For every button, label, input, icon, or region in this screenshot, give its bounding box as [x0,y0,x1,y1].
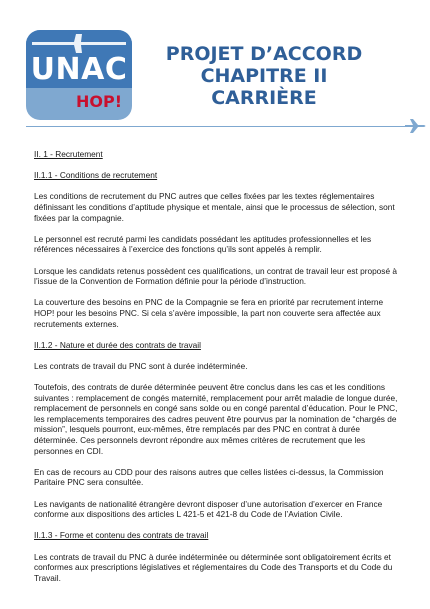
subsection-heading: II.1.2 - Nature et durée des contrats de travail [34,339,201,350]
paragraph: En cas de recours au CDD pour des raisons autres que celles listées ci-dessus, la Commission Paritaire PNC sera consultée. [34,466,384,488]
title-line-2: CHAPITRE II [200,65,328,87]
airplane-icon [405,118,427,134]
paragraph: Lorsque les candidats retenus possèdent ces qualifications, un contrat de travail leur est proposé à l’issue de la Convention de Formation définie pour la période d’instruction. [34,265,397,287]
header-divider [26,126,406,127]
subsection-heading: II.1.3 - Forme et contenu des contrats de travail [34,530,209,541]
title-line-3: CARRIÈRE [211,87,317,109]
logo-hop-text: HOP! [75,92,122,111]
paragraph: Les contrats de travail du PNC à durée indéterminée ou déterminée sont obligatoirement écrits et conformes aux prescriptions législatives et réglementaires du Code des Transports et du Code du Travail. [34,551,393,583]
logo-unac-text: UNAC [30,52,128,87]
paragraph: Les conditions de recrutement du PNC autres que celles fixées par les textes réglementaires définissant les conditions d’aptitude physique et mentale, ainsi que le processus de sélection, sont fixées par la compagnie. [34,191,395,223]
paragraph: Les navigants de nationalité étrangère devront disposer d’une autorisation d’exercer en France conforme aux dispositions des articles L 421-5 et 421-8 du Code de l’Aviation Civile. [34,498,383,520]
paragraph: Les contrats de travail du PNC sont à durée indéterminée. [34,360,248,371]
paragraph: Toutefois, des contrats de durée déterminée peuvent être conclus dans les cas et les conditions suivantes : remplacement de congés maternité, remplacement pour arrêt maladie de longue durée, remplacement de personnels en congé sans solde ou en congé parental d’éducation. Pour le PNC, les remplacements temporaires des cadres peuvent être pourvus par la nomination de “chargés de mission”, lesquels pourront, eux-mêmes, être remplacés par des PNC en contrat à durée déterminée. Ces personnels devront répondre aux mêmes critères de recrutement que les personnes en CDI. [34,382,398,456]
page-title [148,43,380,109]
title-line-1: PROJET D’ACCORD [165,43,363,65]
section-heading: II. 1 - Recrutement [34,149,103,159]
subsection-heading: II.1.1 - Conditions de recrutement [34,170,158,181]
document-body [34,149,402,594]
unac-logo [26,30,132,120]
paragraph: La couverture des besoins en PNC de la Compagnie se fera en priorité par recrutement interne HOP! pour les besoins PNC. Si cela s’avère impossible, la part non couverte sera affectée aux recrutements externes. [34,297,384,329]
paragraph: Le personnel est recruté parmi les candidats possédant les aptitudes professionnelles et les références nécessaires à l’exercice des fonctions qu’ils sont appelés à remplir. [34,233,372,255]
